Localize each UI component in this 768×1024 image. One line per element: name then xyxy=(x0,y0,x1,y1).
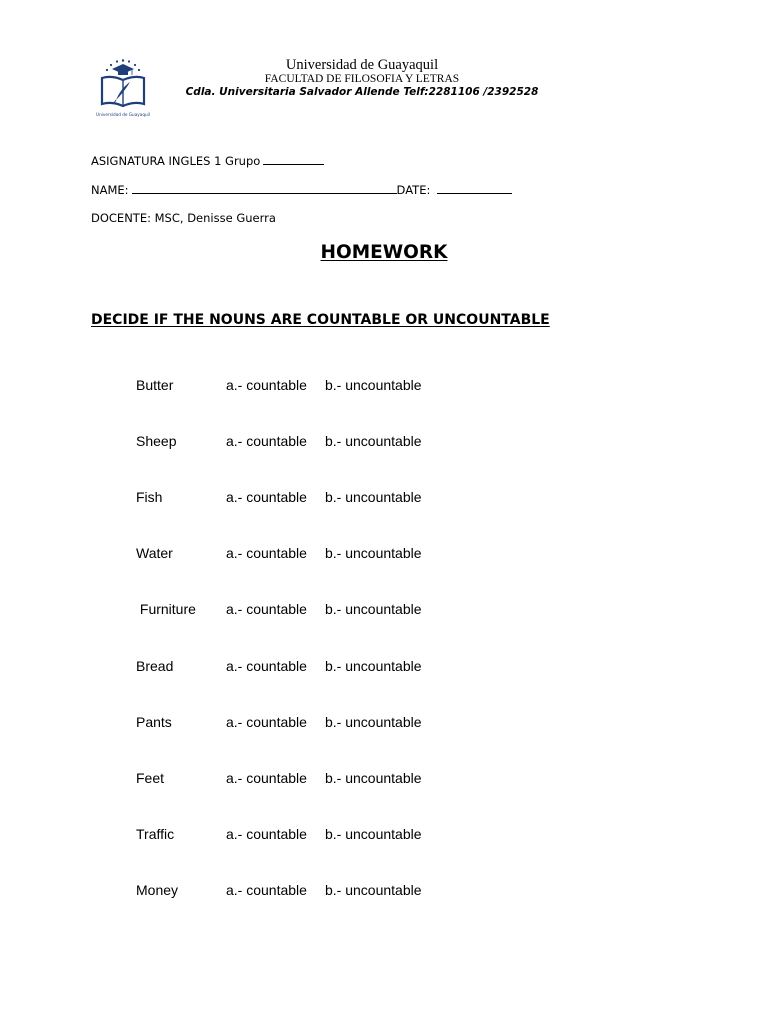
university-address: Cdla. Universitaria Salvador Allende Telf:2281106 /2392528 xyxy=(185,86,539,98)
university-name: Universidad de Guayaquil xyxy=(285,57,439,73)
letterhead xyxy=(150,57,574,99)
question-noun: Money xyxy=(136,882,179,898)
option-uncountable[interactable]: b.- uncountable xyxy=(325,433,422,449)
question-row xyxy=(0,432,768,488)
question-row xyxy=(0,881,768,937)
question-row xyxy=(0,713,768,769)
option-countable[interactable]: a.- countable xyxy=(226,433,307,449)
option-countable[interactable]: a.- countable xyxy=(226,601,307,617)
question-noun: Sheep xyxy=(136,433,177,449)
group-blank[interactable] xyxy=(263,153,324,165)
option-countable[interactable]: a.- countable xyxy=(226,489,307,505)
question-row xyxy=(0,544,768,600)
homework-title: HOMEWORK xyxy=(320,242,448,263)
option-uncountable[interactable]: b.- uncountable xyxy=(325,770,422,786)
name-label: NAME: xyxy=(91,183,129,197)
option-uncountable[interactable]: b.- uncountable xyxy=(325,882,422,898)
question-noun: Water xyxy=(136,545,173,561)
name-blank[interactable] xyxy=(132,182,397,194)
question-row xyxy=(0,376,768,432)
question-row xyxy=(0,769,768,825)
option-countable[interactable]: a.- countable xyxy=(226,377,307,393)
question-noun: Pants xyxy=(136,714,172,730)
question-noun: Traffic xyxy=(136,826,175,842)
option-uncountable[interactable]: b.- uncountable xyxy=(325,714,422,730)
university-seal-icon xyxy=(94,56,152,122)
option-countable[interactable]: a.- countable xyxy=(226,657,307,674)
option-uncountable[interactable]: b.- uncountable xyxy=(325,545,422,561)
option-uncountable[interactable]: b.- uncountable xyxy=(325,377,422,393)
date-blank[interactable] xyxy=(437,182,512,194)
option-uncountable[interactable]: b.- uncountable xyxy=(325,826,422,842)
option-uncountable[interactable]: b.- uncountable xyxy=(325,601,422,617)
question-list xyxy=(0,376,768,937)
teacher-line: DOCENTE: MSC, Denisse Guerra xyxy=(91,211,276,225)
faculty-name: FACULTAD DE FILOSOFIA Y LETRAS xyxy=(264,73,460,85)
question-row xyxy=(0,657,768,714)
logo-caption: Universidad de Guayaquil xyxy=(96,112,150,117)
university-logo xyxy=(94,56,152,122)
option-countable[interactable]: a.- countable xyxy=(226,770,307,786)
question-noun: Fish xyxy=(136,489,163,505)
option-countable[interactable]: a.- countable xyxy=(226,714,307,730)
question-noun: Bread xyxy=(136,657,174,674)
subject-label: ASIGNATURA INGLES 1 Grupo xyxy=(91,154,261,168)
option-countable[interactable]: a.- countable xyxy=(226,826,307,842)
option-countable[interactable]: a.- countable xyxy=(226,545,307,561)
name-date-line xyxy=(91,182,512,197)
option-uncountable[interactable]: b.- uncountable xyxy=(325,489,422,505)
question-row xyxy=(0,488,768,544)
subject-line xyxy=(91,153,324,168)
option-uncountable[interactable]: b.- uncountable xyxy=(325,657,422,674)
date-label: DATE: xyxy=(396,183,431,197)
question-row xyxy=(0,825,768,881)
instruction-heading: DECIDE IF THE NOUNS ARE COUNTABLE OR UNCOUNTABLE xyxy=(91,312,550,328)
question-row xyxy=(0,600,768,657)
option-countable[interactable]: a.- countable xyxy=(226,882,307,898)
question-noun: Furniture xyxy=(136,601,196,617)
question-noun: Butter xyxy=(136,377,174,393)
question-noun: Feet xyxy=(136,770,165,786)
